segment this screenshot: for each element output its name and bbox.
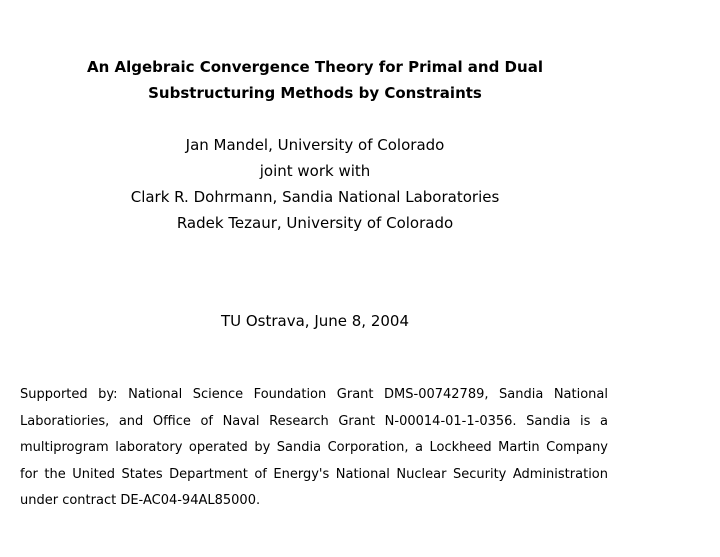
venue-date: TU Ostrava, June 8, 2004 [220,312,410,330]
title-line-1: An Algebraic Convergence Theory for Primal and Dual [87,58,543,76]
title-line-2: Substructuring Methods by Constraints [148,84,482,102]
support-paragraph: Supported by: National Science Foundation Grant DMS-00742789, Sandia National Laboratiories, and Office of Naval Research Grant N-00014-01-1-0356. Sandia is a multiprogram laboratory operated by Sandia Corporation, a Lockheed Martin Company for the United States Department of Energy's National Nuclear Security Administration under contract DE-AC04-94AL85000. [20,387,608,508]
authors-block [0,132,630,236]
author-line-3: Clark R. Dohrmann, Sandia National Laboratories [130,188,500,206]
author-line-4: Radek Tezaur, University of Colorado [176,214,454,232]
author-line-1: Jan Mandel, University of Colorado [185,136,445,154]
author-line-2: joint work with [259,162,371,180]
title-block [0,54,630,106]
